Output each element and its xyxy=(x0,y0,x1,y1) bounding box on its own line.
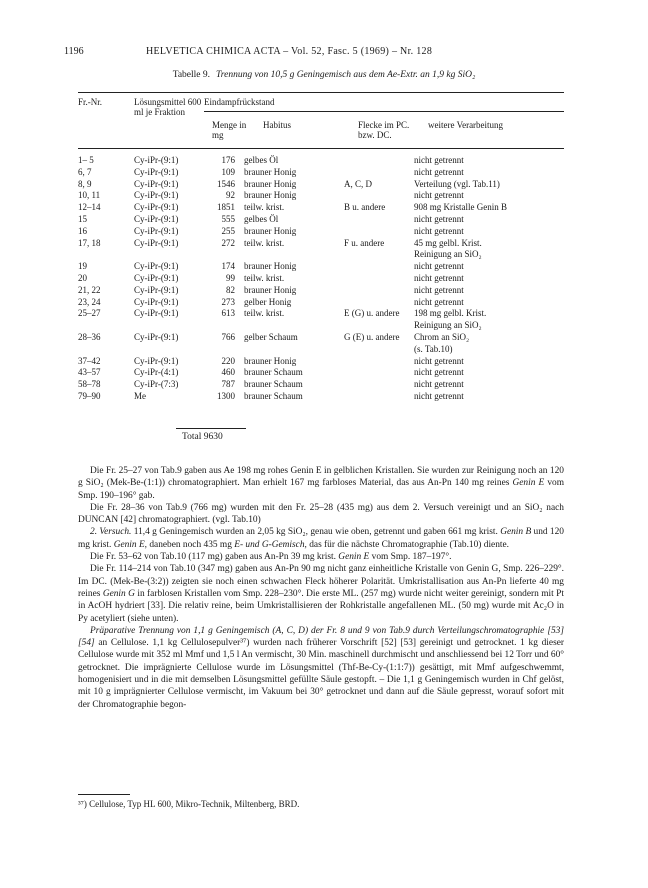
cell-amount: 176 xyxy=(221,155,235,165)
cell-amount: 174 xyxy=(221,261,235,272)
paragraph: Die Fr. 114–214 von Tab.10 (347 mg) gaben aus An-Pn 90 mg nicht ganz einheitliche Kristalle von Genin G, Smp. 226–229°. Im DC. (Mek-Be-(3:2)) zeigten sie noch einen schwachen Fleck höherer Polarität. Umkristallisation aus An-Pn lieferte 40 mg reines Genin G in farblosen Kristallen vom Smp. 228–230°. Die erste ML. (257 mg) wurde nicht weiter gereinigt, sondern mit Pt in AcOH hydriert [33]. Die relativ reine, beim Umkristallisieren der Rohkristalle angefallenen ML. (50 mg) wurde mit Ac₂O in Py acetyliert (siehe unten). xyxy=(78,564,564,624)
cell-habitus: gelber Honig xyxy=(244,296,292,307)
cell-spots xyxy=(344,320,414,332)
header-processing: weitere Verarbeitung xyxy=(428,120,504,130)
header-sub-rule xyxy=(204,111,564,112)
cell-habitus: teilw. krist. xyxy=(244,202,285,213)
cell-habitus: brauner Honig xyxy=(244,190,297,201)
cell-processing: nicht getrennt xyxy=(414,284,464,295)
table-total: Total 9630 xyxy=(182,432,223,442)
cell-spots xyxy=(344,155,414,167)
cell-solvent: Cy-iPr-(7:3) xyxy=(134,379,179,390)
table-row xyxy=(78,249,564,261)
header-solvent: Lösungsmittel 600 ml je Fraktion xyxy=(134,97,202,117)
paragraph: Präparative Trennung von 1,1 g Geningemisch (A, C, D) der Fr. 8 und 9 von Tab.9 durch Verteilungschromatographie [53] [54] an Cellulose. 1,1 kg Cellulosepulver³⁷) wurden nach früherer Vorschrift [52] [53] gereinigt und getrocknet. 1 kg dieser Cellulose wurde mit 352 ml Mmf und 1,5 l An vermischt, 30 Min. maschinell durchmischt und anschliessend bei 12 Torr und 60° getrocknet. Die imprägnierte Cellulose wurde im Lösungsmittel (Thf-Be-Cy-(1:1:7)) gesättigt, mit Mmf aufgeschwemmt, homogenisiert und in die mit demselben Lösungsmittel gefüllte Säule gestopft. – Die 1,1 g Geningemisch wurden in Chf gelöst, mit 10 g imprägnierter Cellulose vermischt, im Vakuum bei 30° getrocknet und dann auf die Säule gepresst, worauf sofort mit der Chromatographie begon- xyxy=(78,625,564,710)
table-row xyxy=(78,190,564,202)
cell-solvent: Cy-iPr-(9:1) xyxy=(134,166,179,177)
cell-spots xyxy=(344,167,414,179)
data-table xyxy=(78,155,564,403)
table-row xyxy=(78,320,564,332)
cell-processing: nicht getrennt xyxy=(414,261,464,272)
table-row xyxy=(78,202,564,214)
cell-solvent: Cy-iPr-(9:1) xyxy=(134,308,179,319)
cell-spots xyxy=(344,226,414,238)
cell-fr-nr: 6, 7 xyxy=(78,166,92,177)
running-head: HELVETICA CHIMICA ACTA – Vol. 52, Fasc. 5 (1969) – Nr. 128 xyxy=(146,46,433,57)
cell-processing: 908 mg Kristalle Genin B xyxy=(414,202,507,213)
table-row xyxy=(78,379,564,391)
cell-processing: nicht getrennt xyxy=(414,213,464,224)
cell-processing: nicht getrennt xyxy=(414,296,464,307)
cell-spots xyxy=(344,367,414,379)
cell-processing: nicht getrennt xyxy=(414,367,464,378)
cell-solvent: Cy-iPr-(9:1) xyxy=(134,261,179,272)
cell-spots xyxy=(344,249,414,261)
cell-fr-nr: 20 xyxy=(78,272,87,283)
cell-spots xyxy=(344,344,414,356)
cell-solvent: Cy-iPr-(9:1) xyxy=(134,155,179,165)
cell-fr-nr xyxy=(78,249,134,261)
cell-processing: Reinigung an SiO₂ xyxy=(414,320,482,331)
cell-solvent: Cy-iPr-(9:1) xyxy=(134,237,179,248)
cell-habitus: teilw. krist. xyxy=(244,237,285,248)
cell-processing: (s. Tab.10) xyxy=(414,343,453,354)
cell-amount: 273 xyxy=(221,296,235,307)
cell-spots xyxy=(344,190,414,202)
cell-amount: 1851 xyxy=(217,202,235,213)
header-fr-nr: Fr.-Nr. xyxy=(78,97,103,107)
cell-spots: G (E) u. andere xyxy=(344,331,400,342)
cell-processing: nicht getrennt xyxy=(414,379,464,390)
cell-amount: 613 xyxy=(221,308,235,319)
cell-fr-nr xyxy=(78,344,134,356)
cell-amount: 220 xyxy=(221,355,235,366)
cell-fr-nr: 58–78 xyxy=(78,379,101,390)
cell-spots xyxy=(344,214,414,226)
cell-fr-nr: 19 xyxy=(78,261,87,272)
table-row xyxy=(78,179,564,191)
cell-habitus: brauner Honig xyxy=(244,355,297,366)
cell-habitus xyxy=(239,344,344,356)
table-row xyxy=(78,155,564,167)
cell-spots xyxy=(344,356,414,368)
table-label: Tabelle 9. xyxy=(172,70,211,80)
cell-habitus: brauner Honig xyxy=(244,166,297,177)
table-row xyxy=(78,332,564,344)
table-row xyxy=(78,356,564,368)
cell-processing: Reinigung an SiO₂ xyxy=(414,249,482,260)
cell-habitus: gelber Schaum xyxy=(244,331,298,342)
header-spots: Flecke im PC. bzw. DC. xyxy=(358,120,410,140)
cell-fr-nr: 17, 18 xyxy=(78,237,101,248)
cell-solvent: Cy-iPr-(9:1) xyxy=(134,190,179,201)
cell-habitus: teilw. krist. xyxy=(244,308,285,319)
total-rule xyxy=(176,428,246,429)
table-row xyxy=(78,167,564,179)
paragraph: 2. Versuch. 11,4 g Geningemisch wurden an 2,05 kg SiO₂, genau wie oben, getrennt und gaben 661 mg krist. Genin B und 120 mg krist. Genin E, daneben noch 435 mg E- und G-Gemisch, das für die nächste Chromatographie (Tab.10) diente. xyxy=(78,527,564,550)
cell-spots xyxy=(344,379,414,391)
cell-habitus: brauner Honig xyxy=(244,284,297,295)
cell-habitus: brauner Schaum xyxy=(244,379,303,390)
cell-amount: 272 xyxy=(221,237,235,248)
cell-amount: 766 xyxy=(221,331,235,342)
paragraph: Die Fr. 53–62 von Tab.10 (117 mg) gaben aus An-Pn 39 mg krist. Genin E vom Smp. 187–197°. xyxy=(90,552,452,563)
cell-habitus: brauner Schaum xyxy=(244,367,303,378)
cell-fr-nr: 25–27 xyxy=(78,308,101,319)
cell-amount: 255 xyxy=(221,225,235,236)
cell-habitus: gelbes Öl xyxy=(244,155,279,165)
cell-fr-nr: 15 xyxy=(78,213,87,224)
cell-amount: 99 xyxy=(226,272,235,283)
cell-processing: nicht getrennt xyxy=(414,190,464,201)
header-habitus: Habitus xyxy=(263,120,291,130)
cell-amount: 1300 xyxy=(217,390,235,401)
table-row xyxy=(78,238,564,250)
cell-solvent: Cy-iPr-(4:1) xyxy=(134,367,179,378)
cell-solvent xyxy=(134,344,200,356)
cell-processing: 45 mg gelbl. Krist. xyxy=(414,237,482,248)
cell-fr-nr xyxy=(78,320,134,332)
cell-fr-nr: 1– 5 xyxy=(78,155,94,165)
cell-solvent: Cy-iPr-(9:1) xyxy=(134,225,179,236)
cell-spots xyxy=(344,285,414,297)
table-header-rule xyxy=(78,148,564,149)
cell-amount: 787 xyxy=(221,379,235,390)
table-row xyxy=(78,273,564,285)
paragraph: Die Fr. 25–27 von Tab.9 gaben aus Ae 198 mg rohes Genin E in gelblichen Kristallen. Sie wurden zur Reinigung noch an 120 g SiO₂ (Mek-Be-(1:1)) chromatographiert. Man erhielt 167 mg farbloses Material, das aus An-Pn 140 mg reines Genin E vom Smp. 190–196° gab. xyxy=(78,466,565,501)
table-row xyxy=(78,344,564,356)
cell-spots: F u. andere xyxy=(344,237,385,248)
cell-processing: Chrom an SiO₂ xyxy=(414,331,470,342)
cell-amount: 92 xyxy=(226,190,235,201)
cell-fr-nr: 28–36 xyxy=(78,331,101,342)
cell-solvent: Cy-iPr-(9:1) xyxy=(134,272,179,283)
table-row xyxy=(78,367,564,379)
cell-processing: nicht getrennt xyxy=(414,390,464,401)
cell-processing: nicht getrennt xyxy=(414,166,464,177)
cell-habitus: brauner Honig xyxy=(244,225,297,236)
cell-solvent: Cy-iPr-(9:1) xyxy=(134,202,179,213)
page-number: 1196 xyxy=(64,46,84,57)
cell-habitus: brauner Schaum xyxy=(244,390,303,401)
table-row xyxy=(78,308,564,320)
cell-solvent: Cy-iPr-(9:1) xyxy=(134,213,179,224)
cell-fr-nr: 10, 11 xyxy=(78,190,101,201)
cell-solvent: Cy-iPr-(9:1) xyxy=(134,296,179,307)
table-title: Trennung von 10,5 g Geningemisch aus dem Ae-Extr. an 1,9 kg SiO₂ xyxy=(216,70,476,80)
footnote-rule xyxy=(78,794,130,795)
cell-processing: Verteilung (vgl. Tab.11) xyxy=(414,178,500,189)
table-row xyxy=(78,214,564,226)
cell-habitus xyxy=(239,320,344,332)
cell-solvent: Cy-iPr-(9:1) xyxy=(134,355,179,366)
cell-solvent: Cy-iPr-(9:1) xyxy=(134,178,179,189)
cell-spots xyxy=(344,297,414,309)
cell-amount xyxy=(200,249,239,261)
cell-fr-nr: 23, 24 xyxy=(78,296,101,307)
table-row xyxy=(78,226,564,238)
cell-processing: nicht getrennt xyxy=(414,155,464,165)
cell-spots xyxy=(344,261,414,273)
header-amount: Menge in mg xyxy=(212,120,247,140)
cell-spots: A, C, D xyxy=(344,178,373,189)
cell-fr-nr: 43–57 xyxy=(78,367,101,378)
cell-solvent xyxy=(134,249,200,261)
footnote: ³⁷) Cellulose, Typ HL 600, Mikro-Technik, Miltenberg, BRD. xyxy=(78,799,300,809)
cell-processing: 198 mg gelbl. Krist. xyxy=(414,308,487,319)
cell-amount: 1546 xyxy=(217,178,235,189)
cell-amount: 555 xyxy=(221,213,235,224)
table-row xyxy=(78,391,564,403)
cell-solvent: Cy-iPr-(9:1) xyxy=(134,284,179,295)
table-row xyxy=(78,297,564,309)
cell-fr-nr: 8, 9 xyxy=(78,178,92,189)
cell-habitus: gelbes Öl xyxy=(244,213,279,224)
cell-amount: 82 xyxy=(226,284,235,295)
cell-amount: 460 xyxy=(221,367,235,378)
cell-fr-nr: 79–90 xyxy=(78,390,101,401)
paragraph: Die Fr. 28–36 von Tab.9 (766 mg) wurden mit den Fr. 25–28 (435 mg) aus dem 2. Versuch vereinigt und an SiO₂ nach DUNCAN [42] chromatographiert. (vgl. Tab.10) xyxy=(78,502,564,526)
table-top-rule xyxy=(78,92,564,93)
cell-solvent xyxy=(134,320,200,332)
table-row xyxy=(78,285,564,297)
header-residue: Eindampfrückstand xyxy=(204,97,275,107)
cell-amount: 109 xyxy=(221,166,235,177)
cell-spots: B u. andere xyxy=(344,202,386,213)
cell-amount xyxy=(200,320,239,332)
cell-processing: nicht getrennt xyxy=(414,355,464,366)
cell-spots xyxy=(344,273,414,285)
cell-fr-nr: 21, 22 xyxy=(78,284,101,295)
cell-spots xyxy=(344,391,414,403)
cell-habitus: brauner Honig xyxy=(244,261,297,272)
cell-solvent: Cy-iPr-(9:1) xyxy=(134,331,179,342)
cell-fr-nr: 16 xyxy=(78,225,87,236)
cell-habitus xyxy=(239,249,344,261)
cell-solvent: Me xyxy=(134,390,146,401)
table-row xyxy=(78,261,564,273)
body-text xyxy=(78,465,564,711)
cell-fr-nr: 12–14 xyxy=(78,202,101,213)
cell-processing: nicht getrennt xyxy=(414,225,464,236)
cell-habitus: teilw. krist. xyxy=(244,272,285,283)
cell-amount xyxy=(200,344,239,356)
cell-fr-nr: 37–42 xyxy=(78,355,101,366)
table-caption xyxy=(0,70,648,80)
cell-habitus: brauner Honig xyxy=(244,178,297,189)
cell-processing: nicht getrennt xyxy=(414,272,464,283)
cell-spots: E (G) u. andere xyxy=(344,308,400,319)
